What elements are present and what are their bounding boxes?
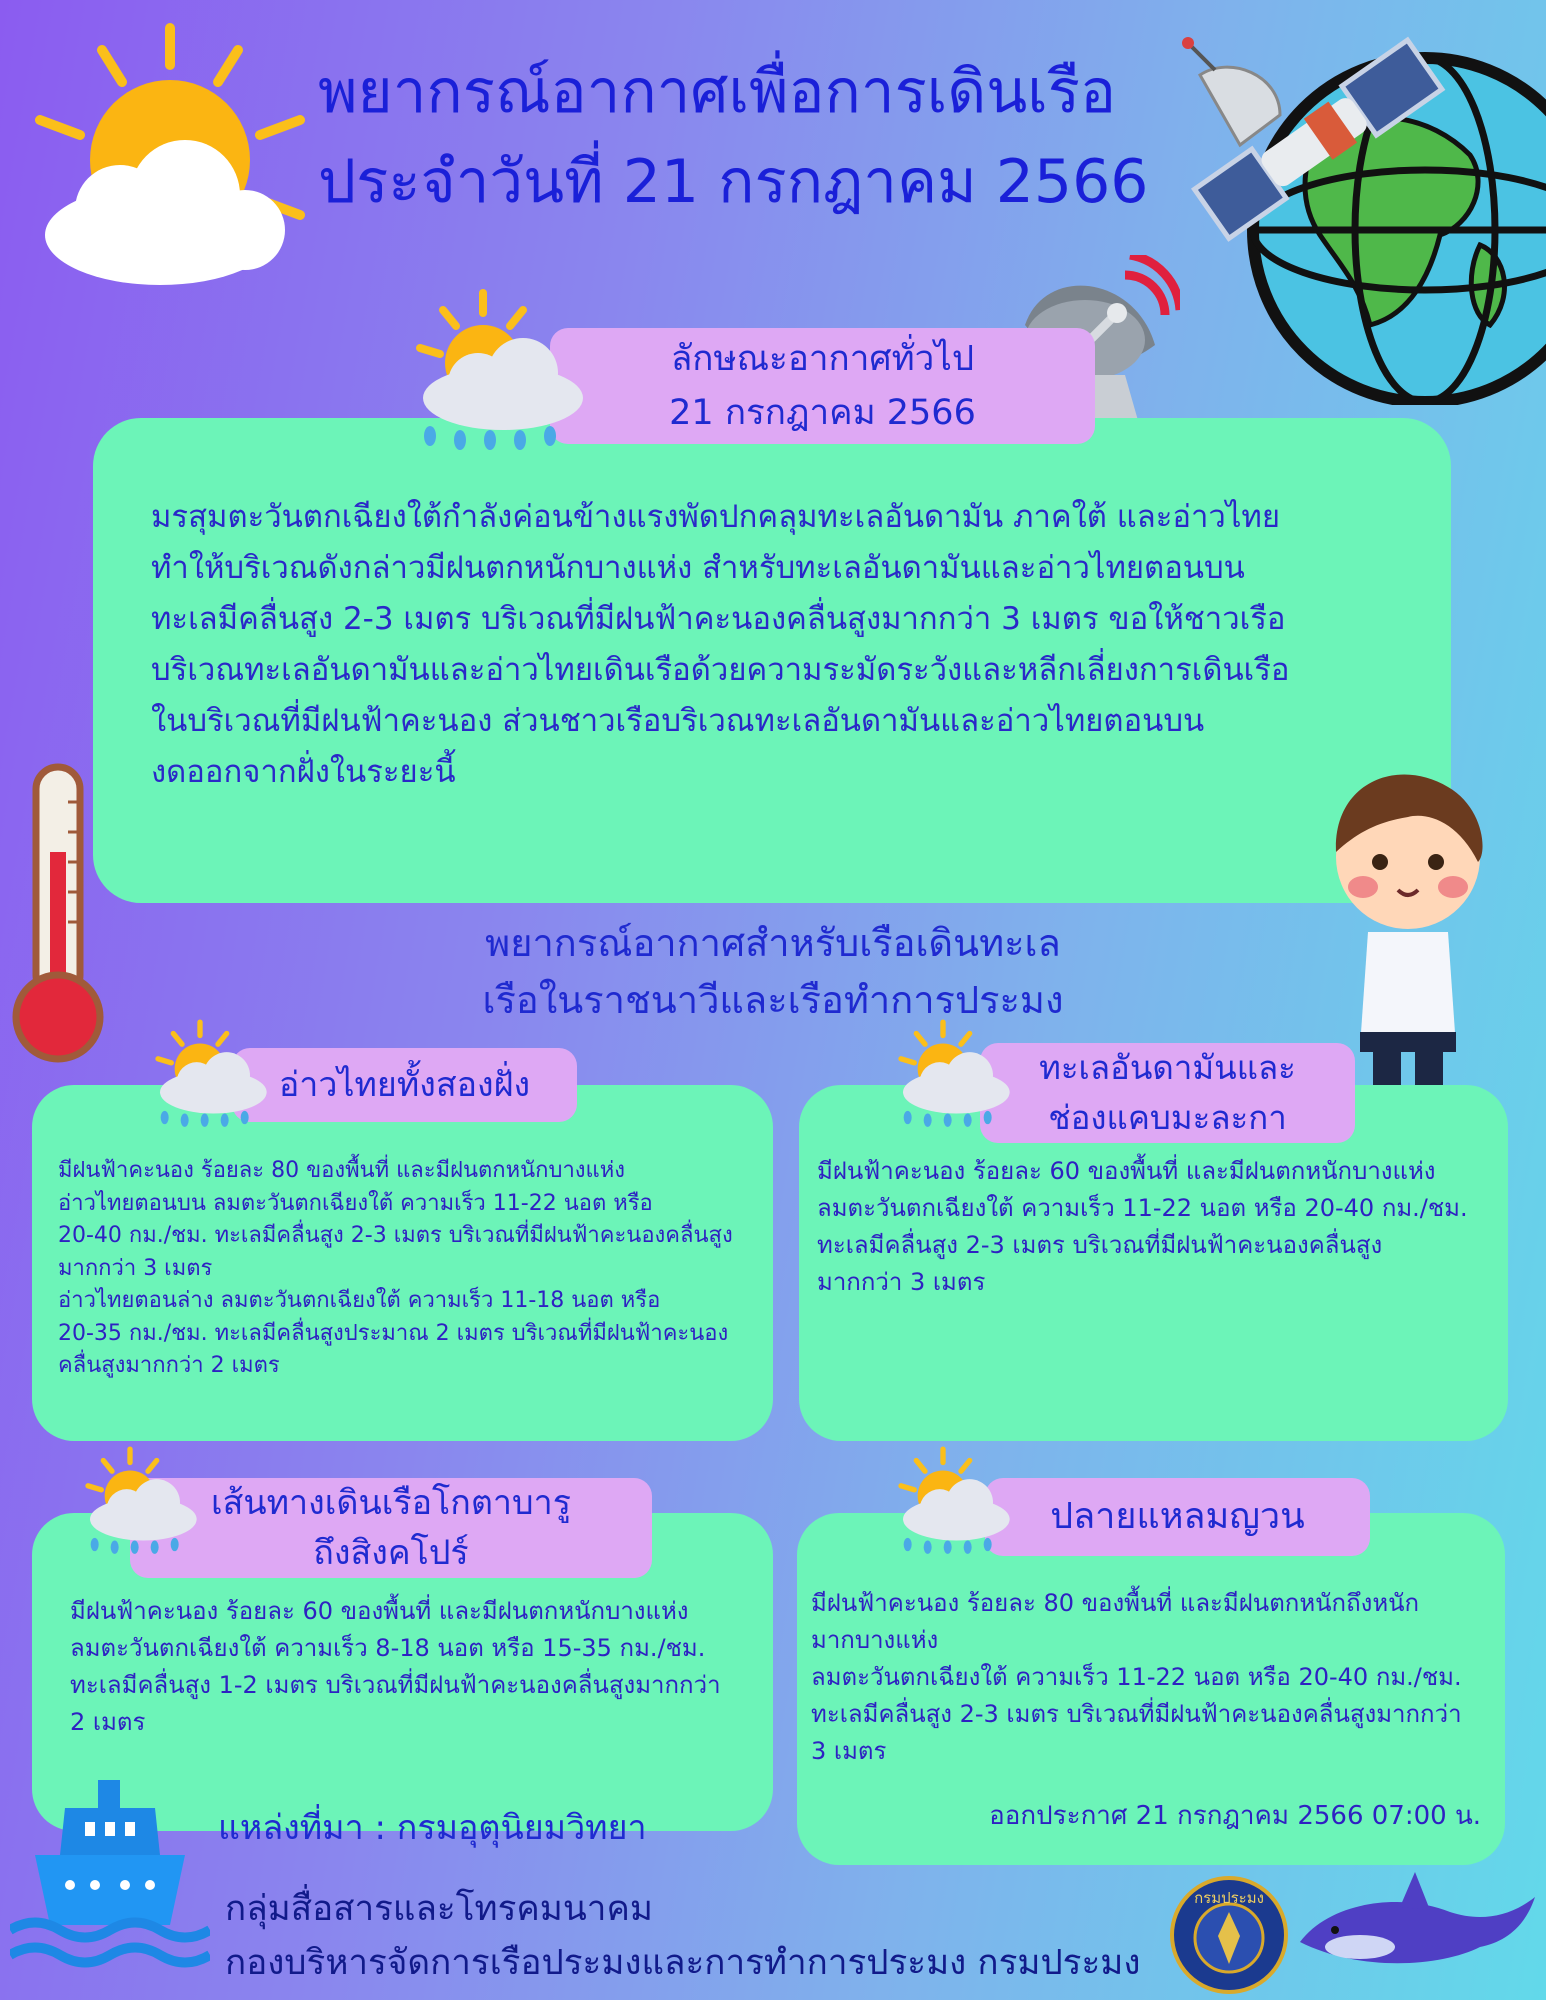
globe-satellite-icon xyxy=(1170,15,1546,405)
footer-text: กลุ่มสื่อสารและโทรคมนาคม กองบริหารจัดการเรือประมงและการทำการประมง กรมประมง xyxy=(225,1889,1141,1983)
page-title-line1: พยากรณ์อากาศเพื่อการเดินเรือ xyxy=(318,57,1117,127)
camau-forecast-text: มีฝนฟ้าคะนอง ร้อยละ 80 ของพื้นที่ และมีฝนตกหนักถึงหนัก มากบางแห่ง ลมตะวันตกเฉียงใต้ ความเร็ว 11-22 นอต หรือ 20-40 กม./ชม. ทะเลมีคลื่นสูง 2-3 เมตร บริเวณที่มีฝนฟ้าคะนองคลื่นสูงมากกว่า 3 เมตร xyxy=(811,1589,1462,1765)
section-heading: พยากรณ์อากาศสำหรับเรือเดินทะเล เรือในราชนาวีและเรือทำการประมง xyxy=(482,921,1064,1022)
gulf-forecast-text: มีฝนฟ้าคะนอง ร้อยละ 80 ของพื้นที่ และมีฝนตกหนักบางแห่ง อ่าวไทยตอนบน ลมตะวันตกเฉียงใต้ ความเร็ว 11-22 นอต หรือ 20-40 กม./ชม. ทะเลมีคลื่นสูง 2-3 เมตร บริเวณที่มีฝนฟ้าคะนองคลื่นสูง มากกว่า 3 เมตร อ่าวไทยตอนล่าง ลมตะวันตกเฉียงใต้ ความเร็ว 11-18 นอต หรือ 20-35 กม./ชม. ทะเลมีคลื่นสูงประมาณ 2 เมตร บริเวณที่มีฝนฟ้าคะนอง คลื่นสูงมากกว่า 2 เมตร xyxy=(58,1158,733,1378)
general-weather-card xyxy=(93,418,1451,903)
sun-cloud-icon xyxy=(20,20,320,310)
department-seal-logo xyxy=(1170,1876,1288,1994)
camau-card xyxy=(797,1513,1505,1865)
gulf-heading: อ่าวไทยทั้งสองฝั่ง xyxy=(232,1048,577,1122)
rain-cloud-icon xyxy=(893,1445,1013,1560)
rain-cloud-icon xyxy=(80,1445,200,1560)
orca-icon xyxy=(1290,1872,1540,1992)
andaman-forecast-text: มีฝนฟ้าคะนอง ร้อยละ 60 ของพื้นที่ และมีฝนตกหนักบางแห่ง ลมตะวันตกเฉียงใต้ ความเร็ว 11-22 นอต หรือ 20-40 กม./ชม. ทะเลมีคลื่นสูง 2-3 เมตร บริเวณที่มีฝนฟ้าคะนองคลื่นสูง มากกว่า 3 เมตร xyxy=(817,1157,1468,1296)
route-forecast-text: มีฝนฟ้าคะนอง ร้อยละ 60 ของพื้นที่ และมีฝนตกหนักบางแห่ง ลมตะวันตกเฉียงใต้ ความเร็ว 8-18 นอต หรือ 15-35 กม./ชม. ทะเลมีคลื่นสูง 1-2 เมตร บริเวณที่มีฝนฟ้าคะนองคลื่นสูงมากกว่า 2 เมตร xyxy=(70,1597,721,1736)
ship-icon xyxy=(10,1780,210,1980)
gulf-card xyxy=(32,1085,773,1441)
andaman-heading: ทะเลอันดามันและ ช่องแคบมะละกา xyxy=(980,1043,1355,1143)
source-label: แหล่งที่มา : กรมอุตุนิยมวิทยา xyxy=(218,1808,647,1848)
camau-heading: ปลายแหลมญวน xyxy=(985,1478,1370,1556)
rain-cloud-icon xyxy=(150,1018,270,1133)
general-weather-heading: ลักษณะอากาศทั่วไป 21 กรกฎาคม 2566 xyxy=(550,328,1095,444)
general-weather-text: มรสุมตะวันตกเฉียงใต้กำลังค่อนข้างแรงพัดปกคลุมทะเลอันดามัน ภาคใต้ และอ่าวไทย ทำให้บริเวณดังกล่าวมีฝนตกหนักบางแห่ง สำหรับทะเลอันดามันและอ่าวไทยตอนบน ทะเลมีคลื่นสูง 2-3 เมตร บริเวณที่มีฝนฟ้าคะนองคลื่นสูงมากกว่า 3 เมตร ขอให้ชาวเรือ บริเวณทะเลอันดามันและอ่าวไทยเดินเรือด้วยความระมัดระวังและหลีกเลี่ยงการเดินเรือ ในบริเวณที่มีฝนฟ้าคะนอง ส่วนชาวเรือบริเวณทะเลอันดามันและอ่าวไทยตอนบน งดออกจากฝั่งในระยะนี้ xyxy=(151,499,1290,790)
rain-cloud-icon xyxy=(893,1018,1013,1133)
rain-cloud-icon xyxy=(408,288,588,458)
seal-text: กรมประมง xyxy=(1194,1889,1264,1907)
page-title-line2: ประจำวันที่ 21 กรกฎาคม 2566 xyxy=(318,147,1149,217)
route-heading: เส้นทางเดินเรือโกตาบารู ถึงสิงคโปร์ xyxy=(130,1478,652,1578)
issued-timestamp: ออกประกาศ 21 กรกฎาคม 2566 07:00 น. xyxy=(989,1801,1481,1831)
